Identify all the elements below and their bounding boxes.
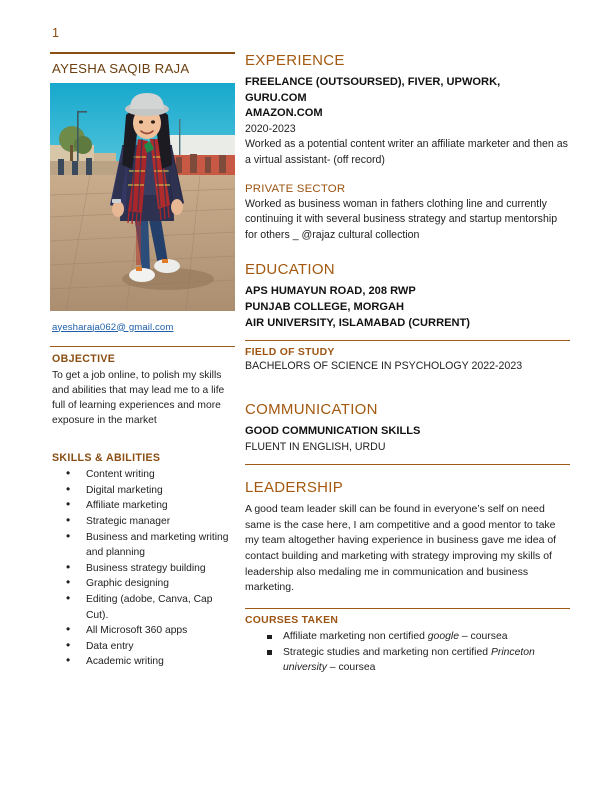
list-item [245, 645, 570, 676]
left-column [50, 52, 235, 670]
field-of-study-section [245, 347, 570, 375]
portrait-photo-graphic [50, 83, 235, 311]
experience-description: Worked as a potential content writer an affiliate marketer and then as a virtual assistant- (off record) [245, 138, 568, 166]
list-item [245, 629, 570, 645]
list-item: • Content writing [64, 467, 235, 483]
course-provider: Princeton university [283, 646, 535, 674]
experience-title-line-3: AMAZON.COM [245, 107, 323, 120]
list-item: • Data entry [64, 639, 235, 655]
education-school-2: PUNJAB COLLEGE, MORGAH [245, 300, 405, 313]
right-column [245, 52, 570, 676]
courses-list [245, 629, 570, 676]
communication-section [245, 401, 570, 455]
leadership-text: A good team leader skill can be found in everyone’s self on need same is the case here, I am competitive and a good mentor to take my team altogether having experience in business gave me idea of contact building and marketing with strategy improving my skills of leadership also medaling me in communication and business marketing. [245, 503, 557, 594]
leadership-heading: LEADERSHIP [245, 479, 344, 497]
education-section [245, 261, 570, 331]
email-link[interactable]: ayesharaja062@ gmail.com [52, 321, 174, 333]
objective-heading: OBJECTIVE [52, 352, 116, 365]
education-school-3: AIR UNIVERSITY, ISLAMABAD (CURRENT) [245, 316, 470, 329]
experience-title-line-1: FREELANCE (OUTSOURSED), FIVER, UPWORK, [245, 76, 501, 88]
communication-line-1: GOOD COMMUNICATION SKILLS [245, 424, 421, 437]
communication-heading: COMMUNICATION [245, 400, 378, 418]
courses-taken-heading: COURSES TAKEN [245, 615, 339, 627]
education-school-1: APS HUMAYUN ROAD, 208 RWP [245, 285, 416, 298]
list-item: • Business and marketing writing and planning [64, 530, 235, 561]
courses-taken-section [245, 615, 570, 676]
list-item: • Affiliate marketing [64, 498, 235, 514]
objective-text: To get a job online, to polish my skills and abilities that may lead me to a life full of learning experiences and more exposure in the market [52, 369, 225, 427]
experience-title-line-2: GURU.COM [245, 91, 307, 104]
course-pre-text: Affiliate marketing non certified [283, 631, 428, 643]
education-heading: EDUCATION [245, 261, 335, 279]
list-item: • Academic writing [64, 654, 235, 670]
course-pre-text: Strategic studies and marketing non certified [283, 646, 491, 658]
skills-list [50, 467, 235, 670]
leadership-section [245, 479, 570, 596]
page-number: 1 [52, 26, 60, 40]
list-item: • Editing (adobe, Canva, Cap Cut). [64, 592, 235, 623]
experience-dates: 2020-2023 [245, 122, 296, 135]
private-sector-heading: PRIVATE SECTOR [245, 182, 346, 195]
name-top-rule [50, 52, 235, 54]
field-of-study-heading: FIELD OF STUDY [245, 347, 335, 359]
list-item: • All Microsoft 360 apps [64, 623, 235, 639]
experience-heading: EXPERIENCE [245, 52, 345, 69]
skills-heading: SKILLS & ABILITIES [52, 452, 161, 465]
list-item: • Strategic manager [64, 514, 235, 530]
communication-line-2: FLUENT IN ENGLISH, URDU [245, 440, 386, 453]
candidate-name: AYESHA SAQIB RAJA [52, 60, 190, 76]
list-item: • Digital marketing [64, 483, 235, 499]
experience-section [245, 52, 570, 169]
list-item: • Business strategy building [64, 561, 235, 577]
course-post-text: – coursea [326, 662, 376, 674]
private-sector-description: Worked as business woman in fathers clothing line and currently continuing it with several business strategy and startup mentorship for others _ @rajaz cultural collection [245, 197, 558, 241]
course-provider: google [427, 631, 459, 643]
field-of-study-value: BACHELORS OF SCIENCE IN PSYCHOLOGY 2022-2023 [245, 360, 523, 373]
course-post-text: – coursea [458, 631, 508, 643]
list-item: • Graphic designing [64, 576, 235, 592]
private-sector-section [245, 183, 570, 244]
objective-top-rule [50, 346, 235, 347]
portrait-photo [50, 83, 235, 311]
